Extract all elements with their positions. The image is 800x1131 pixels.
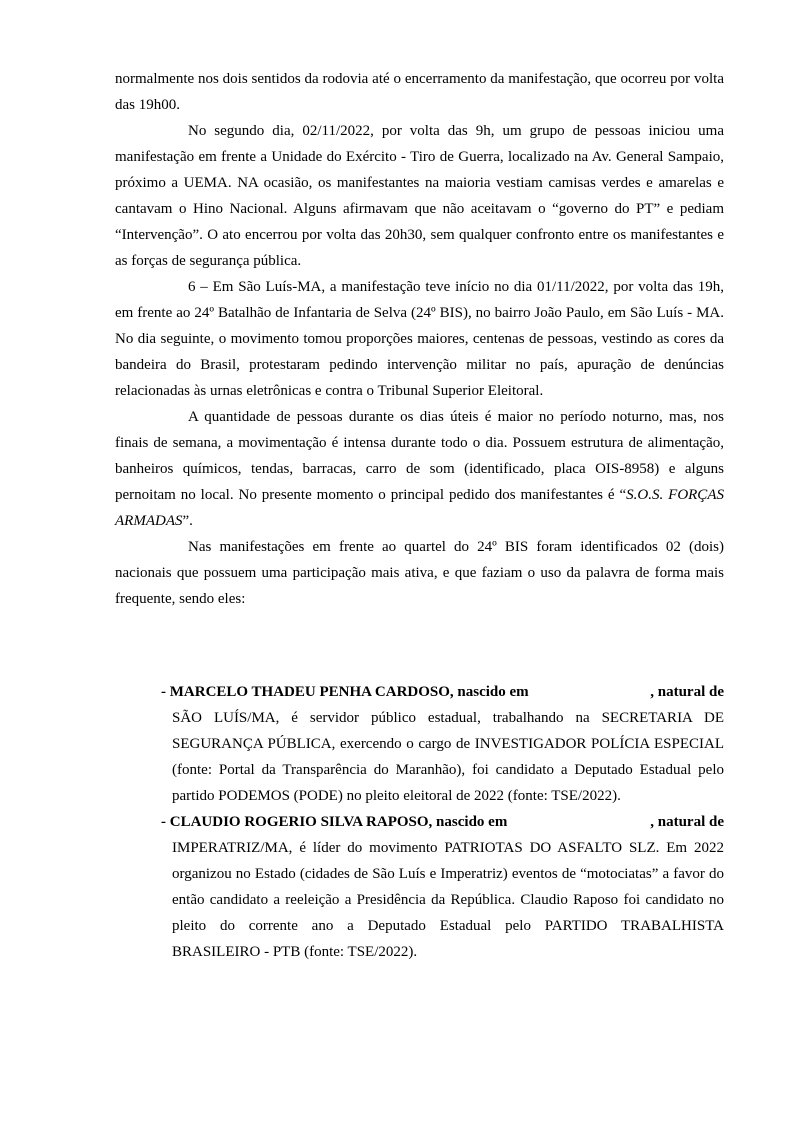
paragraph-movement-text: A quantidade de pessoas durante os dias úteis é maior no período noturno, mas, nos finais de semana, a movimentação é intensa durante todo o dia. Possuem estrutura de alimentação, banheiros químicos, tendas, barracas, carro de som (identificado, placa OIS-8958) e alguns pernoitam no local. No presente momento o principal pedido dos manifestantes é (115, 409, 724, 503)
quote-close: ”. (182, 513, 193, 529)
body-text (115, 66, 724, 612)
person-item (161, 679, 724, 809)
person-name: - MARCELO THADEU PENHA CARDOSO, nascido em (161, 684, 529, 700)
person-description: IMPERATRIZ/MA, é líder do movimento PATRIOTAS DO ASFALTO SLZ. Em 2022 organizou no Estado (cidades de São Luís e Imperatriz) eventos de “motociatas” a favor do então candidato a reeleição a Presidência da República. Claudio Raposo foi candidato no pleito do corrente ano a Deputado Estadual pelo PARTIDO TRABALHISTA BRASILEIRO - PTB (fonte: TSE/2022). (172, 840, 724, 960)
person-header (161, 809, 724, 835)
persons-list (161, 679, 724, 965)
quote-open: “ (619, 487, 627, 503)
person-item (161, 809, 724, 965)
paragraph-continuation: normalmente nos dois sentidos da rodovia até o encerramento da manifestação, que ocorreu por volta das 19h00. (115, 71, 724, 113)
paragraph-identified: Nas manifestações em frente ao quartel do 24º BIS foram identificados 02 (dois) nacionais que possuem uma participação mais ativa, e que faziam o uso da palavra de forma mais frequente, sendo eles: (115, 539, 724, 607)
paragraph-movement (115, 404, 724, 534)
person-header (161, 679, 724, 705)
paragraph-second-day: No segundo dia, 02/11/2022, por volta das 9h, um grupo de pessoas iniciou uma manifestação em frente a Unidade do Exército - Tiro de Guerra, localizado na Av. General Sampaio, próximo a UEMA. NA ocasião, os manifestantes na maioria vestiam camisas verdes e amarelas e cantavam o Hino Nacional. Alguns afirmavam que não aceitavam o “governo do PT” e pediam “Intervenção”. O ato encerrou por volta das 20h30, sem qualquer confronto entre os manifestantes e as forças de segurança pública. (115, 123, 724, 269)
paragraph-sao-luis: 6 – Em São Luís-MA, a manifestação teve início no dia 01/11/2022, por volta das 19h, em frente ao 24º Batalhão de Infantaria de Selva (24º BIS), no bairro João Paulo, em São Luís - MA. No dia seguinte, o movimento tomou proporções maiores, centenas de pessoas, vestindo as cores da bandeira do Brasil, protestaram pedindo intervenção militar no país, apuração de denúncias relacionadas às urnas eletrônicas e contra o Tribunal Superior Eleitoral. (115, 279, 724, 399)
person-name: - CLAUDIO ROGERIO SILVA RAPOSO, nascido em (161, 814, 508, 830)
person-natural-label: , natural de (650, 684, 724, 700)
person-description: SÃO LUÍS/MA, é servidor público estadual, trabalhando na SECRETARIA DE SEGURANÇA PÚBLICA, exercendo o cargo de INVESTIGADOR POLÍCIA ESPECIAL (fonte: Portal da Transparência do Maranhão), foi candidato a Deputado Estadual pelo partido PODEMOS (PODE) no pleito eleitoral de 2022 (fonte: TSE/2022). (172, 710, 724, 804)
person-natural-label: , natural de (650, 814, 724, 830)
quote-italic: S.O.S. FORÇAS ARMADAS (115, 487, 724, 529)
